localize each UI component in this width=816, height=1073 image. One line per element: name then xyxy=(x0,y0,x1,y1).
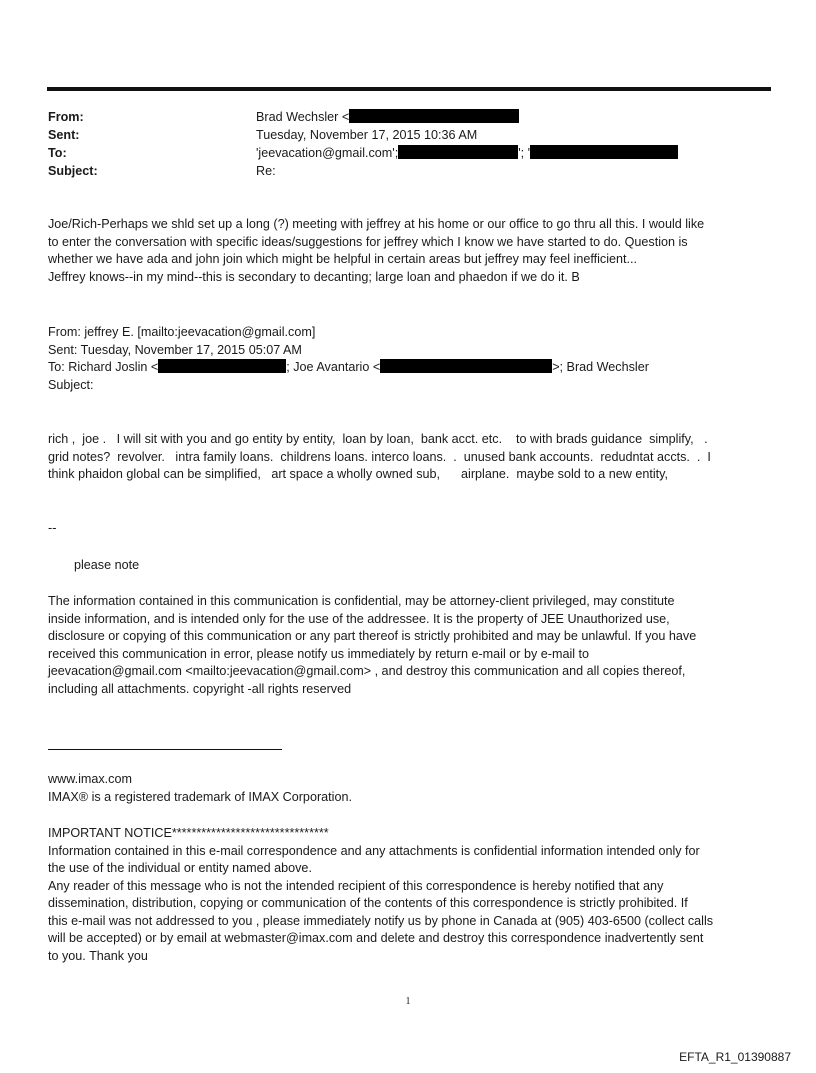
quoted-to xyxy=(48,359,773,377)
from-name: Brad Wechsler < xyxy=(256,110,350,124)
quoted-to-suffix: >; Brad Wechsler xyxy=(552,360,649,374)
page-number: 1 xyxy=(405,996,411,1007)
header-sent-row xyxy=(48,126,748,144)
notice-line: dissemination, distribution, copying or communication of the contents of this correspondence is strictly prohibited. If xyxy=(48,896,688,910)
notice-line: this e-mail was not addressed to you , please immediately notify us by phone in Canada at (905) 403-6500 (collect calls xyxy=(48,913,714,928)
redaction-box xyxy=(380,359,552,373)
body-line: rich , joe . I will sit with you and go entity by entity, loan by loan, bank acct. etc. to with brads guidance simplify, . xyxy=(48,432,708,446)
notice-line: disclosure or copying of this communication or any part thereof is strictly prohibited and may be unlawful. If you have xyxy=(48,629,697,643)
header-from-row xyxy=(48,108,748,126)
notice-line: received this communication in error, please notify us immediately by return e-mail or by e-mail to xyxy=(48,646,590,661)
signature-separator xyxy=(48,749,282,750)
from-label: From: xyxy=(48,110,84,124)
to-separator: '; ' xyxy=(518,146,531,160)
please-note: please note xyxy=(74,558,140,572)
email-header xyxy=(48,108,748,180)
notice-line: to you. Thank you xyxy=(48,948,148,963)
to-address-1: 'jeevacation@gmail.com'; xyxy=(256,146,399,160)
redaction-box xyxy=(530,145,678,159)
confidentiality-notice xyxy=(48,593,773,698)
notice-line: Information contained in this e-mail correspondence and any attachments is confidential information intended only for xyxy=(48,843,700,858)
reply-body xyxy=(48,216,773,286)
notice-line: Any reader of this message who is not the intended recipient of this correspondence is hereby notified that any xyxy=(48,878,664,893)
quoted-header xyxy=(48,324,773,394)
header-subject-row xyxy=(48,162,748,180)
body-line: Joe/Rich-Perhaps we shld set up a long (?) meeting with jeffrey at his home or our office to go thru all this. I would like xyxy=(48,217,705,231)
imax-link[interactable]: www.imax.com xyxy=(48,772,132,786)
signature-dash: -- xyxy=(48,521,57,535)
important-notice xyxy=(48,825,773,965)
subject-value: Re: xyxy=(256,164,276,178)
quoted-to-middle: ; Joe Avantario < xyxy=(286,360,381,374)
notice-title: IMPORTANT NOTICE******************************** xyxy=(48,826,329,840)
from-value xyxy=(256,108,519,126)
redaction-box xyxy=(158,359,286,373)
header-to-row xyxy=(48,144,748,162)
body-line: think phaidon global can be simplified, art space a wholly owned sub, airplane. maybe sold to a new entity, xyxy=(48,467,669,481)
sent-value: Tuesday, November 17, 2015 10:36 AM xyxy=(256,128,478,142)
notice-line: including all attachments. copyright -all rights reserved xyxy=(48,681,352,696)
notice-line: inside information, and is intended only for the use of the addressee. It is the property of JEE Unauthorized use, xyxy=(48,611,670,626)
notice-line: will be accepted) or by email at webmaster@imax.com and delete and destroy this correspondence inadvertently sent xyxy=(48,931,704,945)
quoted-subject: Subject: xyxy=(48,377,94,392)
to-value xyxy=(256,144,678,162)
sent-label: Sent: xyxy=(48,128,80,142)
to-label: To: xyxy=(48,146,67,160)
notice-line: The information contained in this communication is confidential, may be attorney-client privileged, may constitute xyxy=(48,594,675,608)
document-id: EFTA_R1_01390887 xyxy=(679,1050,791,1064)
quoted-body xyxy=(48,431,773,484)
redaction-box xyxy=(398,145,518,159)
top-rule xyxy=(47,87,771,91)
notice-line: the use of the individual or entity named above. xyxy=(48,861,312,875)
body-line: grid notes? revolver. intra family loans. childrens loans. interco loans. . unused bank accounts. redudntat accts. . I xyxy=(48,449,711,464)
body-line: whether we have ada and john join which might be helpful in certain areas but jeffrey may feel inefficient... xyxy=(48,252,637,266)
body-line: Jeffrey knows--in my mind--this is secondary to decanting; large loan and phaedon if we do it. B xyxy=(48,269,580,284)
subject-label: Subject: xyxy=(48,164,98,178)
notice-line: jeevacation@gmail.com <mailto:jeevacation@gmail.com> , and destroy this communication and all copies thereof, xyxy=(48,664,686,678)
quoted-to-prefix: To: Richard Joslin < xyxy=(48,360,159,374)
imax-trademark: IMAX® is a registered trademark of IMAX Corporation. xyxy=(48,789,352,804)
redaction-box xyxy=(349,109,519,123)
body-line: to enter the conversation with specific ideas/suggestions for jeffrey which I know we have started to do. Question is xyxy=(48,234,688,249)
quoted-from: From: jeffrey E. [mailto:jeevacation@gmail.com] xyxy=(48,325,316,339)
imax-footer xyxy=(48,771,773,806)
quoted-sent: Sent: Tuesday, November 17, 2015 05:07 AM xyxy=(48,342,302,357)
